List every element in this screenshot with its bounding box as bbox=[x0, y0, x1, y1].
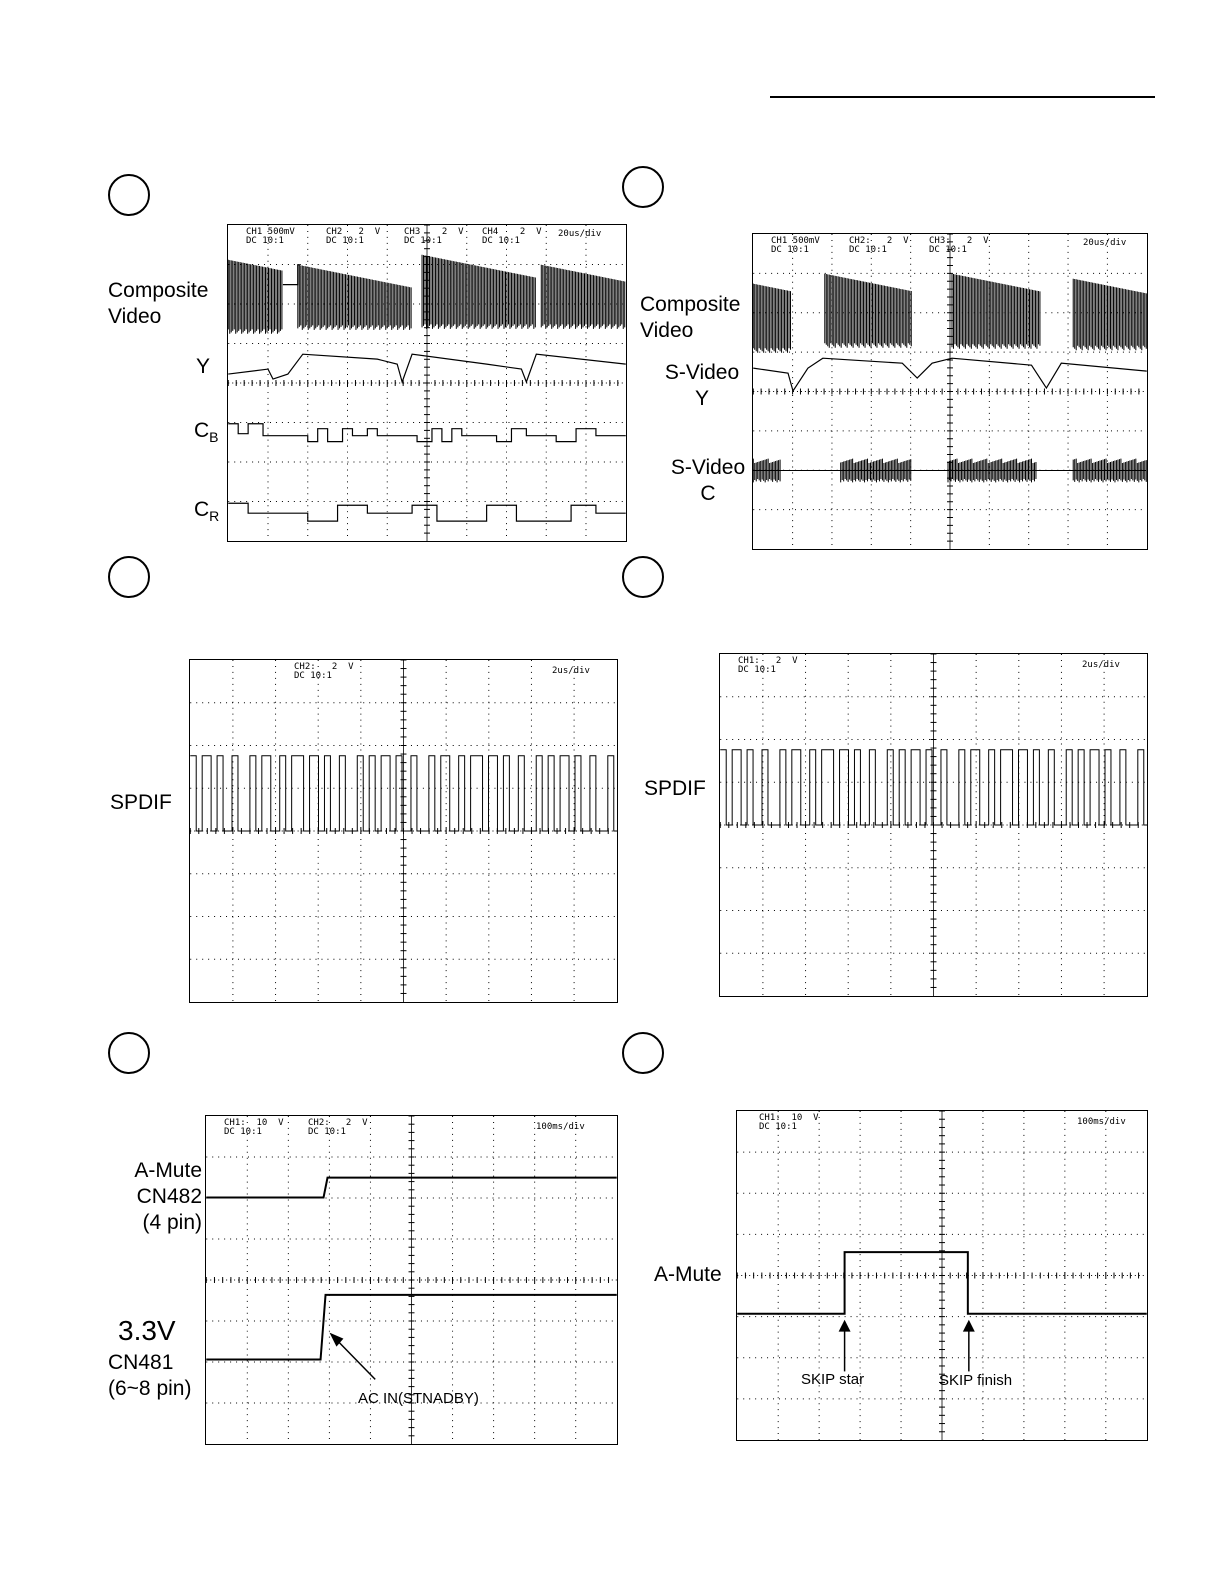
p2-label-svideo-c: S-Video C bbox=[670, 456, 746, 505]
scope-panel-5 bbox=[205, 1115, 618, 1445]
p5-arrow-shaft bbox=[333, 1337, 375, 1380]
p6-arrow-finish-head bbox=[963, 1320, 975, 1332]
p2-ch3: CH3: 2 V DC 10:1 bbox=[929, 236, 989, 255]
p1-ch3: CH3 2 V DC 10:1 bbox=[404, 227, 464, 246]
figure-marker-1 bbox=[108, 174, 150, 216]
figure-marker-3 bbox=[108, 556, 150, 598]
p6-annotation-skip-finish: SKIP finish bbox=[939, 1372, 1013, 1389]
p6-ch1: CH1: 10 V DC 10:1 bbox=[759, 1113, 819, 1132]
p5-timebase: 100ms/div bbox=[536, 1122, 585, 1132]
p2-label-svideo-y: S-Video Y bbox=[664, 361, 740, 410]
p6-label-amute: A-Mute bbox=[654, 1263, 722, 1286]
scope-graticule-4 bbox=[720, 654, 1147, 996]
p2-ch2: CH2: 2 V DC 10:1 bbox=[849, 236, 909, 255]
p3-label-spdif: SPDIF bbox=[110, 791, 172, 814]
p3-timebase: 2us/div bbox=[552, 666, 590, 676]
figure-marker-5 bbox=[108, 1032, 150, 1074]
scope-graticule-2 bbox=[753, 234, 1147, 549]
scope-panel-2 bbox=[752, 233, 1148, 550]
p1-label-composite: Composite Video bbox=[108, 279, 209, 328]
scope-panel-6 bbox=[736, 1110, 1148, 1441]
scope-graticule-6 bbox=[737, 1111, 1147, 1440]
p2-trace-svideo-c bbox=[753, 459, 1147, 483]
figure-marker-4 bbox=[622, 556, 664, 598]
graticule bbox=[753, 234, 1147, 549]
p1-ch1: CH1 500mV DC 10:1 bbox=[246, 227, 295, 246]
p5-annotation-ac-in: AC IN(STNADBY) bbox=[358, 1390, 479, 1407]
scope-graticule-1 bbox=[228, 225, 626, 541]
p5-label-3v3: 3.3V bbox=[118, 1315, 176, 1346]
p1-label-y: Y bbox=[196, 355, 211, 378]
graticule bbox=[737, 1111, 1147, 1440]
scope-panel-3 bbox=[189, 659, 618, 1003]
scope-panel-4 bbox=[719, 653, 1148, 997]
figure-marker-6 bbox=[622, 1032, 664, 1074]
p1-trace-composite bbox=[228, 255, 624, 334]
p6-timebase: 100ms/div bbox=[1077, 1117, 1126, 1127]
p6-annotation-skip-start: SKIP star bbox=[801, 1371, 865, 1388]
p2-ch1: CH1 500mV DC 10:1 bbox=[771, 236, 820, 255]
p2-label-composite: Composite Video bbox=[640, 293, 741, 342]
p2-timebase: 20us/div bbox=[1083, 238, 1127, 248]
p4-timebase: 2us/div bbox=[1082, 660, 1120, 670]
p1-ch2: CH2 2 V DC 10:1 bbox=[326, 227, 381, 246]
p5-ch2: CH2: 2 V DC 10:1 bbox=[308, 1118, 368, 1137]
p6-arrow-start-head bbox=[839, 1320, 851, 1332]
p1-timebase: 20us/div bbox=[558, 229, 602, 239]
p1-ch4: CH4 2 V DC 10:1 bbox=[482, 227, 542, 246]
p1-trace-composite-sync bbox=[283, 265, 300, 285]
p1-label-cb: $C_B$ bbox=[194, 419, 219, 445]
p5-ch1: CH1: 10 V DC 10:1 bbox=[224, 1118, 284, 1137]
scope-panel-1 bbox=[227, 224, 627, 542]
p4-label-spdif: SPDIF bbox=[644, 777, 706, 800]
p5-label-amute: A-Mute CN482 (4 pin) bbox=[134, 1159, 202, 1234]
p5-label-cn481: CN481 (6~8 pin) bbox=[108, 1351, 192, 1400]
p3-ch2: CH2: 2 V DC 10:1 bbox=[294, 662, 354, 681]
p4-ch1: CH1: 2 V DC 10:1 bbox=[738, 656, 798, 675]
figure-marker-2 bbox=[622, 166, 664, 208]
header-rule bbox=[770, 96, 1155, 98]
p1-label-cr: $C_R$ bbox=[194, 498, 220, 524]
scope-graticule-3 bbox=[190, 660, 617, 1002]
